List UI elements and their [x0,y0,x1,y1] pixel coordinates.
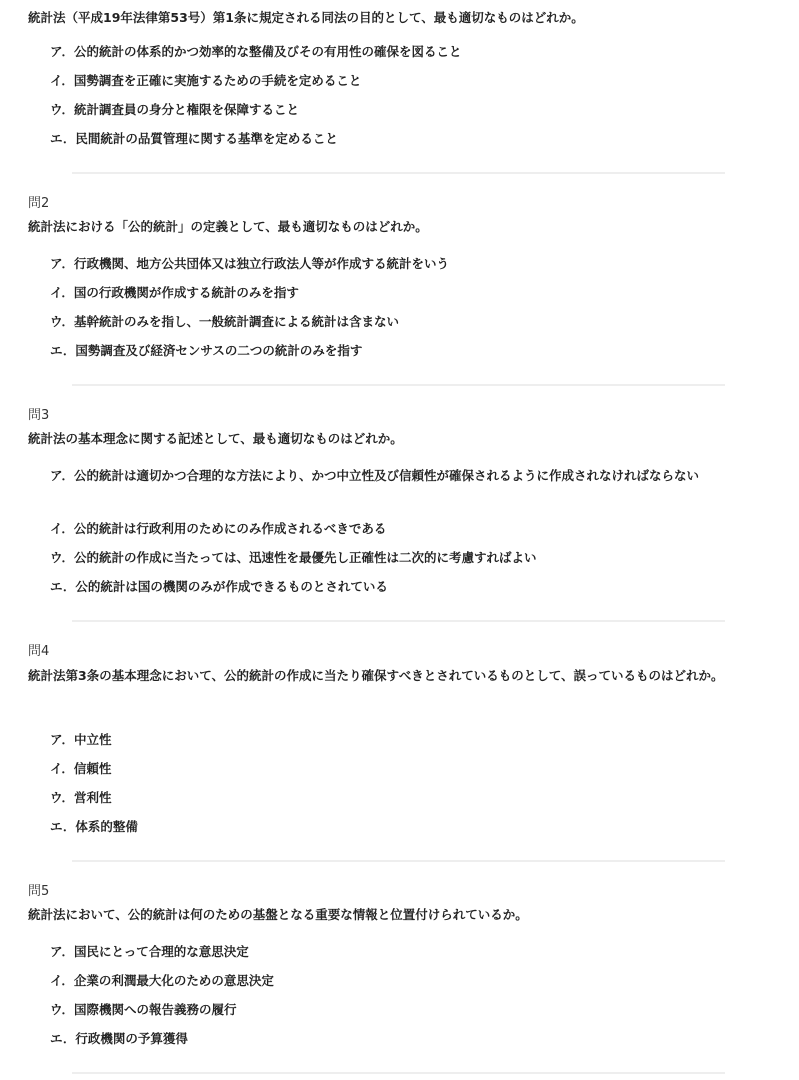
option-e: エ．国勢調査及び経済センサスの二つの統計のみを指す [50,343,363,358]
option-u: ウ．基幹統計のみを指し、一般統計調査による統計は含まない [50,314,400,329]
option-u: ウ．国際機関への報告義務の履行 [50,1002,237,1017]
option-i: イ．国勢調査を正確に実施するための手続を定めること [50,73,362,88]
question-stem: 統計法における「公的統計」の定義として、最も適切なものはどれか。 [28,219,428,234]
option-u: ウ．公的統計の作成に当たっては、迅速性を最優先し正確性は二次的に考慮すればよい [50,550,537,565]
option-a: ア．中立性 [50,732,112,747]
question-stem: 統計法において、公的統計は何のための基盤となる重要な情報と位置付けられているか。 [28,907,528,922]
option-a: ア．公的統計は適切かつ合理的な方法により、かつ中立性及び信頼性が確保されるように作成されなければならない [50,468,700,483]
option-i: イ．国の行政機関が作成する統計のみを指す [50,285,299,300]
divider [72,1072,725,1074]
option-e: エ．行政機関の予算獲得 [50,1031,188,1046]
option-e: エ．公的統計は国の機関のみが作成できるものとされている [50,579,388,594]
divider [72,172,725,174]
option-a: ア．公的統計の体系的かつ効率的な整備及びその有用性の確保を図ること [50,44,462,59]
option-a: ア．国民にとって合理的な意思決定 [50,944,249,959]
option-e: エ．体系的整備 [50,819,138,834]
option-i: イ．信頼性 [50,761,112,776]
question-stem: 統計法第3条の基本理念において、公的統計の作成に当たり確保すべきとされているものとして、誤っているものはどれか。 [28,668,724,683]
question-number: 問5 [28,884,50,899]
option-i: イ．公的統計は行政利用のためにのみ作成されるべきである [50,521,387,536]
question-stem: 統計法（平成19年法律第53号）第1条に規定される同法の目的として、最も適切なものはどれか。 [28,10,584,25]
option-a: ア．行政機関、地方公共団体又は独立行政法人等が作成する統計をいう [50,256,450,271]
divider [72,384,725,386]
option-i: イ．企業の利潤最大化のための意思決定 [50,973,274,988]
divider [72,620,725,622]
question-stem: 統計法の基本理念に関する記述として、最も適切なものはどれか。 [28,431,403,446]
divider [72,860,725,862]
option-u: ウ．営利性 [50,790,112,805]
question-number: 問4 [28,644,50,659]
option-e: エ．民間統計の品質管理に関する基準を定めること [50,131,338,146]
question-number: 問2 [28,196,50,211]
option-u: ウ．統計調査員の身分と権限を保障すること [50,102,300,117]
question-number: 問3 [28,408,50,423]
